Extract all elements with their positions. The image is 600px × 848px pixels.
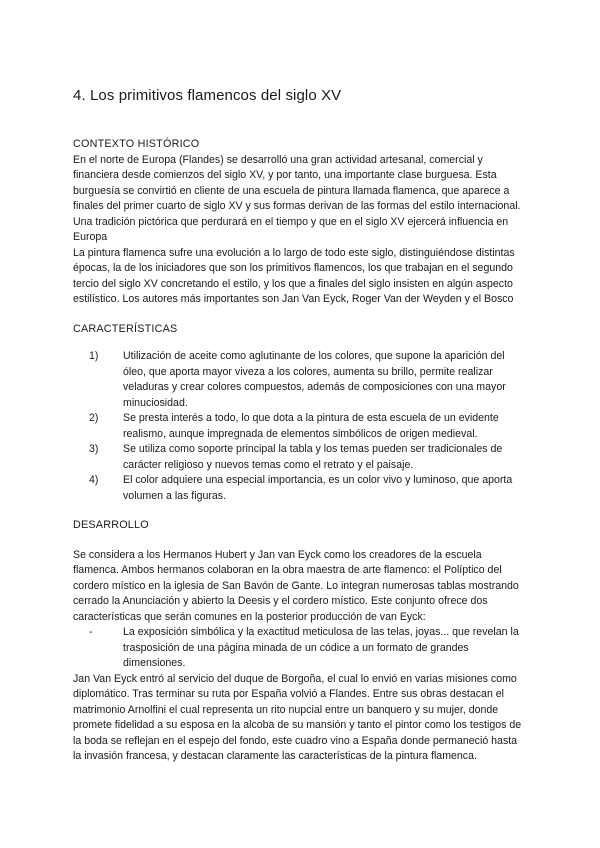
list-item-text: El color adquiere una especial importancia, es un color vivo y luminoso, que aporta volumen a las figuras.: [123, 474, 513, 502]
section-heading-caracteristicas: CARACTERÍSTICAS: [73, 322, 178, 335]
desarrollo-paragraph-2: Jan Van Eyck entró al servicio del duque de Borgoña, el cual lo envió en varias misiones como diplomático. Tras terminar su ruta por España volvió a Flandes. Entre sus obras destacan el matrimonio Arnolfini el cual representa un rito nupcial entre un banquero y su mujer, donde promete fidelidad a su esposa en la alcoba de su mansión y tanto el pintor como los testigos de la boda se reflejan en el espejo del fondo, este cuadro vino a España donde permaneció hasta la invasión francesa, y destacan claramente las características de la pintura flamenca.: [73, 672, 522, 762]
list-item-text: La exposición simbólica y la exactitud meticulosa de las telas, joyas... que revelan la trasposición de una página minada de un códice a un formato de grandes dimensiones.: [123, 626, 519, 669]
section-heading-desarrollo: DESARROLLO: [73, 519, 149, 531]
page-title: 4. Los primitivos flamencos del siglo XV: [73, 87, 342, 104]
document-body: [73, 137, 528, 765]
section-heading-contexto: CONTEXTO HISTÓRICO: [73, 138, 200, 150]
list-item: [73, 442, 528, 473]
desarrollo-paragraph-1: Se considera a los Hermanos Hubert y Jan van Eyck como los creadores de la escuela flamenca. Ambos hermanos colaboran en la obra maestra de arte flamenco: el Políptico del cordero místico en la iglesia de San Bavón de Gante. Lo integran numerosas tablas mostrando cerrado la Anunciación y abierto la Deesis y el cordero místico. Este conjunto ofrece dos características que serán comunes en la posterior producción de van Eyck:: [73, 548, 519, 623]
contexto-paragraph-2: La pintura flamenca sufre una evolución a lo largo de todo este siglo, distinguiéndose distintas épocas, la de los iniciadores que son los primitivos flamencos, los que trabajan en el segundo tercio del siglo XV concretando el estilo, y los que a finales del siglo insisten en algún aspecto estilístico. Los autores más importantes son Jan Van Eyck, Roger Van der Weyden y el Bosco: [73, 246, 515, 305]
list-number: 2): [89, 412, 99, 424]
list-item-text: Se presta interés a todo, lo que dota a la pintura de esta escuela de un evidente realismo, aunque impregnada de elementos simbólicos de origen medieval.: [123, 412, 499, 440]
list-number: 4): [89, 474, 99, 486]
caracteristicas-list: [73, 349, 528, 504]
list-item: [73, 411, 528, 442]
list-item: [73, 473, 528, 504]
list-item: [73, 625, 528, 672]
list-item: [73, 349, 528, 411]
desarrollo-bullet-list: [73, 625, 528, 672]
list-number: 1): [89, 350, 99, 362]
list-number: 3): [89, 443, 99, 455]
dash-marker: -: [89, 626, 93, 638]
list-item-text: Se utiliza como soporte principal la tabla y los temas pueden ser tradicionales de carácter religioso y nuevos temas como el retrato y el paisaje.: [123, 443, 503, 471]
list-item-text: Utilización de aceite como aglutinante de los colores, que supone la aparición del óleo, que aporta mayor viveza a los colores, aumenta su brillo, permite realizar veladuras y crear colores compuestos, además de composiciones con una mayor minuciosidad.: [123, 350, 506, 409]
contexto-paragraph-1: En el norte de Europa (Flandes) se desarrolló una gran actividad artesanal, comercial y financiera desde comienzos del siglo XV, y por tanto, una importante clase burguesa. Esta burguesía se convirtió en cliente de una escuela de pintura llamada flamenca, que aparece a finales del primer cuarto de siglo XV y sus formas derivan de las formas del estilo internacional. Una tradición pictórica que perdurará en el tiempo y que en el siglo XV ejercerá influencia en Europa: [73, 153, 521, 243]
